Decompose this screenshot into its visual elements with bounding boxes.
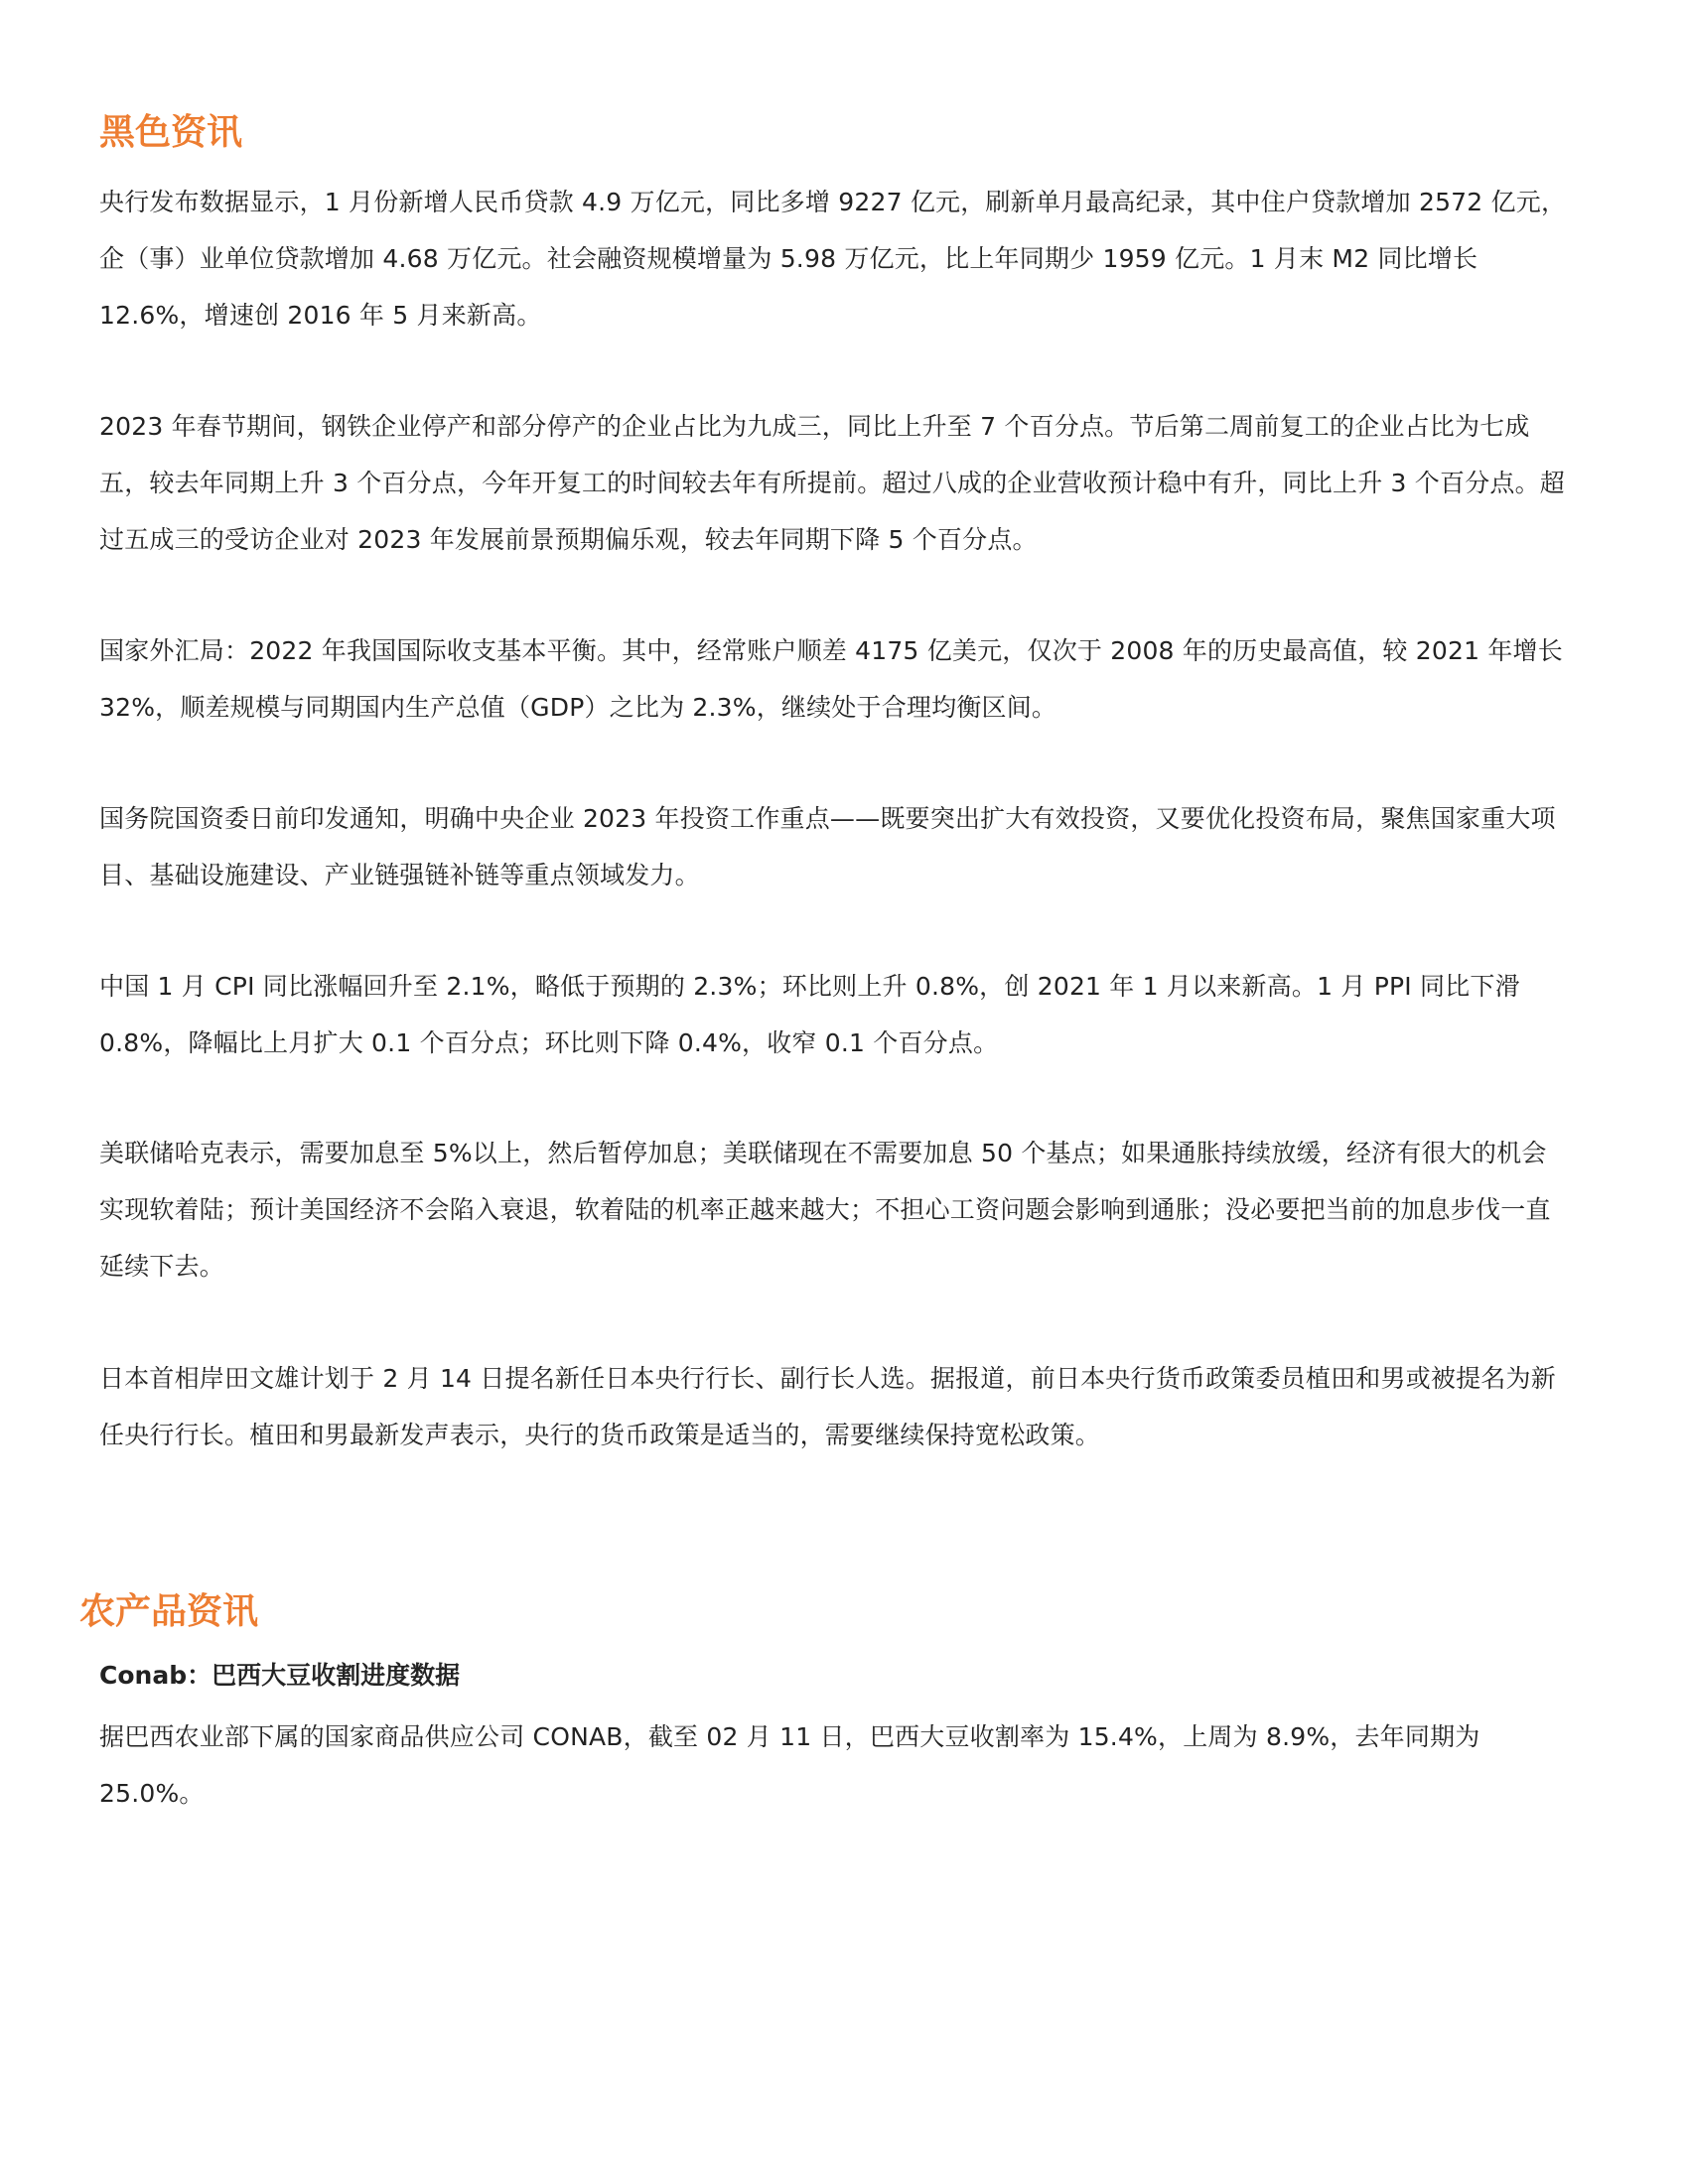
section-title-black: 黑色资讯	[99, 112, 243, 153]
paragraph-forex-balance: 国家外汇局：2022 年我国国际收支基本平衡。其中，经常账户顺差 4175 亿美元，仅次于 2008 年的历史最高值，较 2021 年增长 32%，顺差规模与同期国内生产总值（GDP）之比为 2.3%，继续处于合理均衡区间。	[99, 636, 1563, 722]
paragraph-conab-harvest: 据巴西农业部下属的国家商品供应公司 CONAB，截至 02 月 11 日，巴西大豆收割率为 15.4%，上周为 8.9%，去年同期为 25.0%。	[99, 1722, 1480, 1808]
paragraph-pboc-loans: 央行发布数据显示，1 月份新增人民币贷款 4.9 万亿元，同比多增 9227 亿元，刷新单月最高纪录，其中住户贷款增加 2572 亿元，企（事）业单位贷款增加 4.68 万亿元。社会融资规模增量为 5.98 万亿元，比上年同期少 1959 亿元。1 月末 M2 同比增长 12.6%，增速创 2016 年 5 月来新高。	[99, 188, 1567, 330]
paragraph-boj-governor: 日本首相岸田文雄计划于 2 月 14 日提名新任日本央行行长、副行长人选。据报道，前日本央行货币政策委员植田和男或被提名为新任央行行长。植田和男最新发声表示，央行的货币政策是适当的，需要继续保持宽松政策。	[99, 1364, 1556, 1449]
subtitle-conab: Conab：巴西大豆收割进度数据	[99, 1661, 461, 1690]
section-title-agri: 农产品资讯	[79, 1591, 259, 1632]
paragraph-soe-investment: 国务院国资委日前印发通知，明确中央企业 2023 年投资工作重点——既要突出扩大有效投资，又要优化投资布局，聚焦国家重大项目、基础设施建设、产业链强链补链等重点领域发力。	[99, 804, 1556, 889]
paragraph-steel-resumption: 2023 年春节期间，钢铁企业停产和部分停产的企业占比为九成三，同比上升至 7 个百分点。节后第二周前复工的企业占比为七成五，较去年同期上升 3 个百分点，今年开复工的时间较去年有所提前。超过八成的企业营收预计稳中有升，同比上升 3 个百分点。超过五成三的受访企业对 2023 年发展前景预期偏乐观，较去年同期下降 5 个百分点。	[99, 412, 1566, 554]
paragraph-fed-harker: 美联储哈克表示，需要加息至 5%以上，然后暂停加息；美联储现在不需要加息 50 个基点；如果通胀持续放缓，经济有很大的机会实现软着陆；预计美国经济不会陷入衰退，软着陆的机率正越来越大；不担心工资问题会影响到通胀；没必要把当前的加息步伐一直延续下去。	[99, 1139, 1551, 1281]
paragraph-cpi-ppi: 中国 1 月 CPI 同比涨幅回升至 2.1%，略低于预期的 2.3%；环比则上升 0.8%，创 2021 年 1 月以来新高。1 月 PPI 同比下滑 0.8%，降幅比上月扩大 0.1 个百分点；环比则下降 0.4%，收窄 0.1 个百分点。	[99, 972, 1520, 1057]
